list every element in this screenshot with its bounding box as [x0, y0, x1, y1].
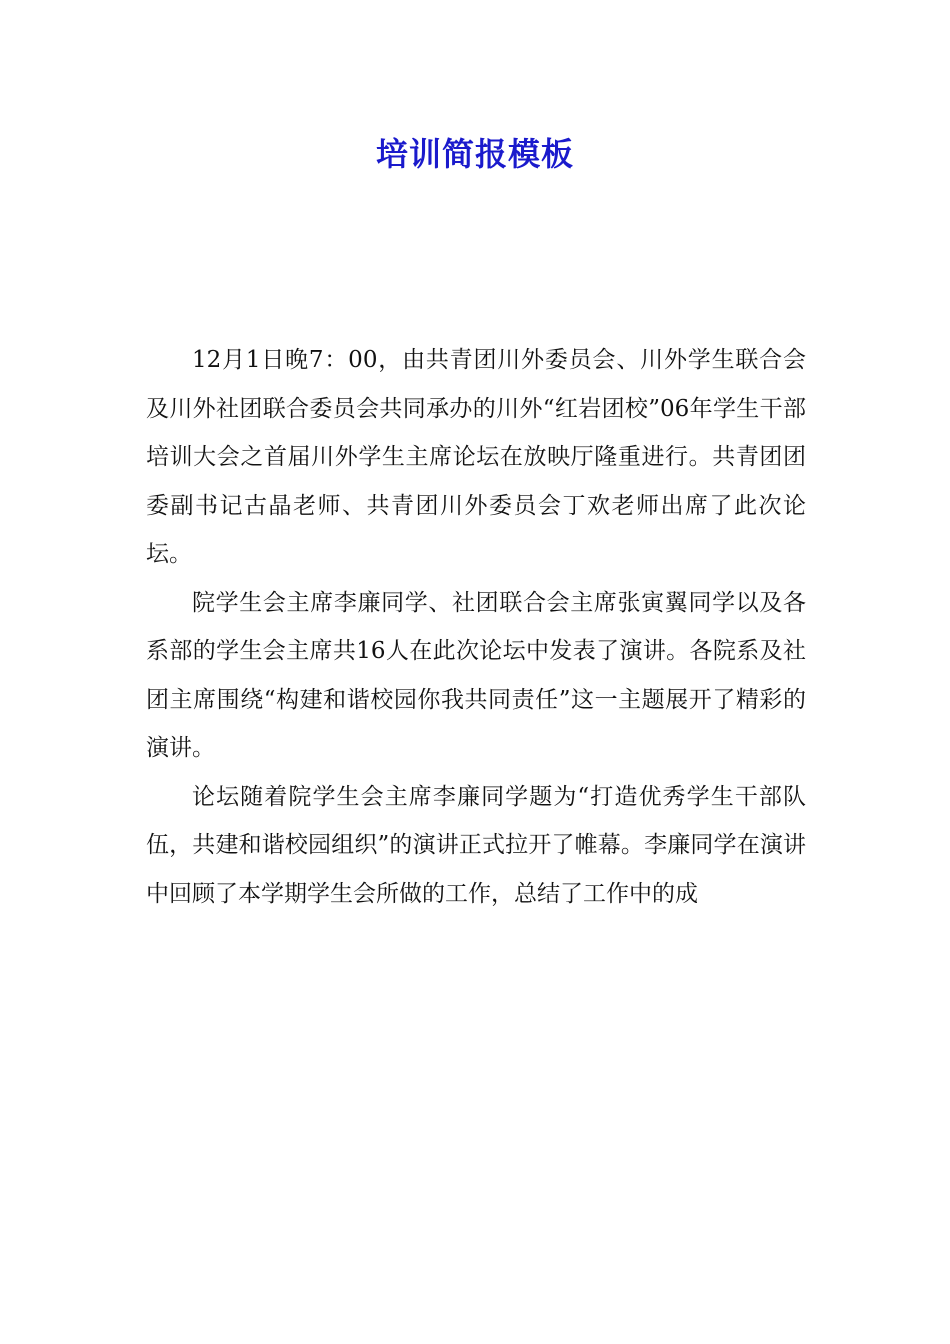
document-title: 培训简报模板: [375, 135, 574, 173]
document-body: [146, 336, 806, 918]
paragraph-3: 论坛随着院学生会主席李廉同学题为“打造优秀学生干部队伍，共建和谐校园组织”的演讲正式拉开了帷幕。李廉同学在演讲中回顾了本学期学生会所做的工作，总结了工作中的成: [146, 783, 806, 907]
paragraph-2: 院学生会主席李廉同学、社团联合会主席张寅翼同学以及各系部的学生会主席共16人在此次论坛中发表了演讲。各院系及社团主席围绕“构建和谐校园你我共同责任”这一主题展开了精彩的演讲。: [146, 589, 806, 761]
paragraph-1: 12月1日晚7：00，由共青团川外委员会、川外学生联合会及川外社团联合委员会共同承办的川外“红岩团校”06年学生干部培训大会之首届川外学生主席论坛在放映厅隆重进行。共青团团委副书记古晶老师、共青团川外委员会丁欢老师出席了此次论坛。: [146, 347, 806, 567]
